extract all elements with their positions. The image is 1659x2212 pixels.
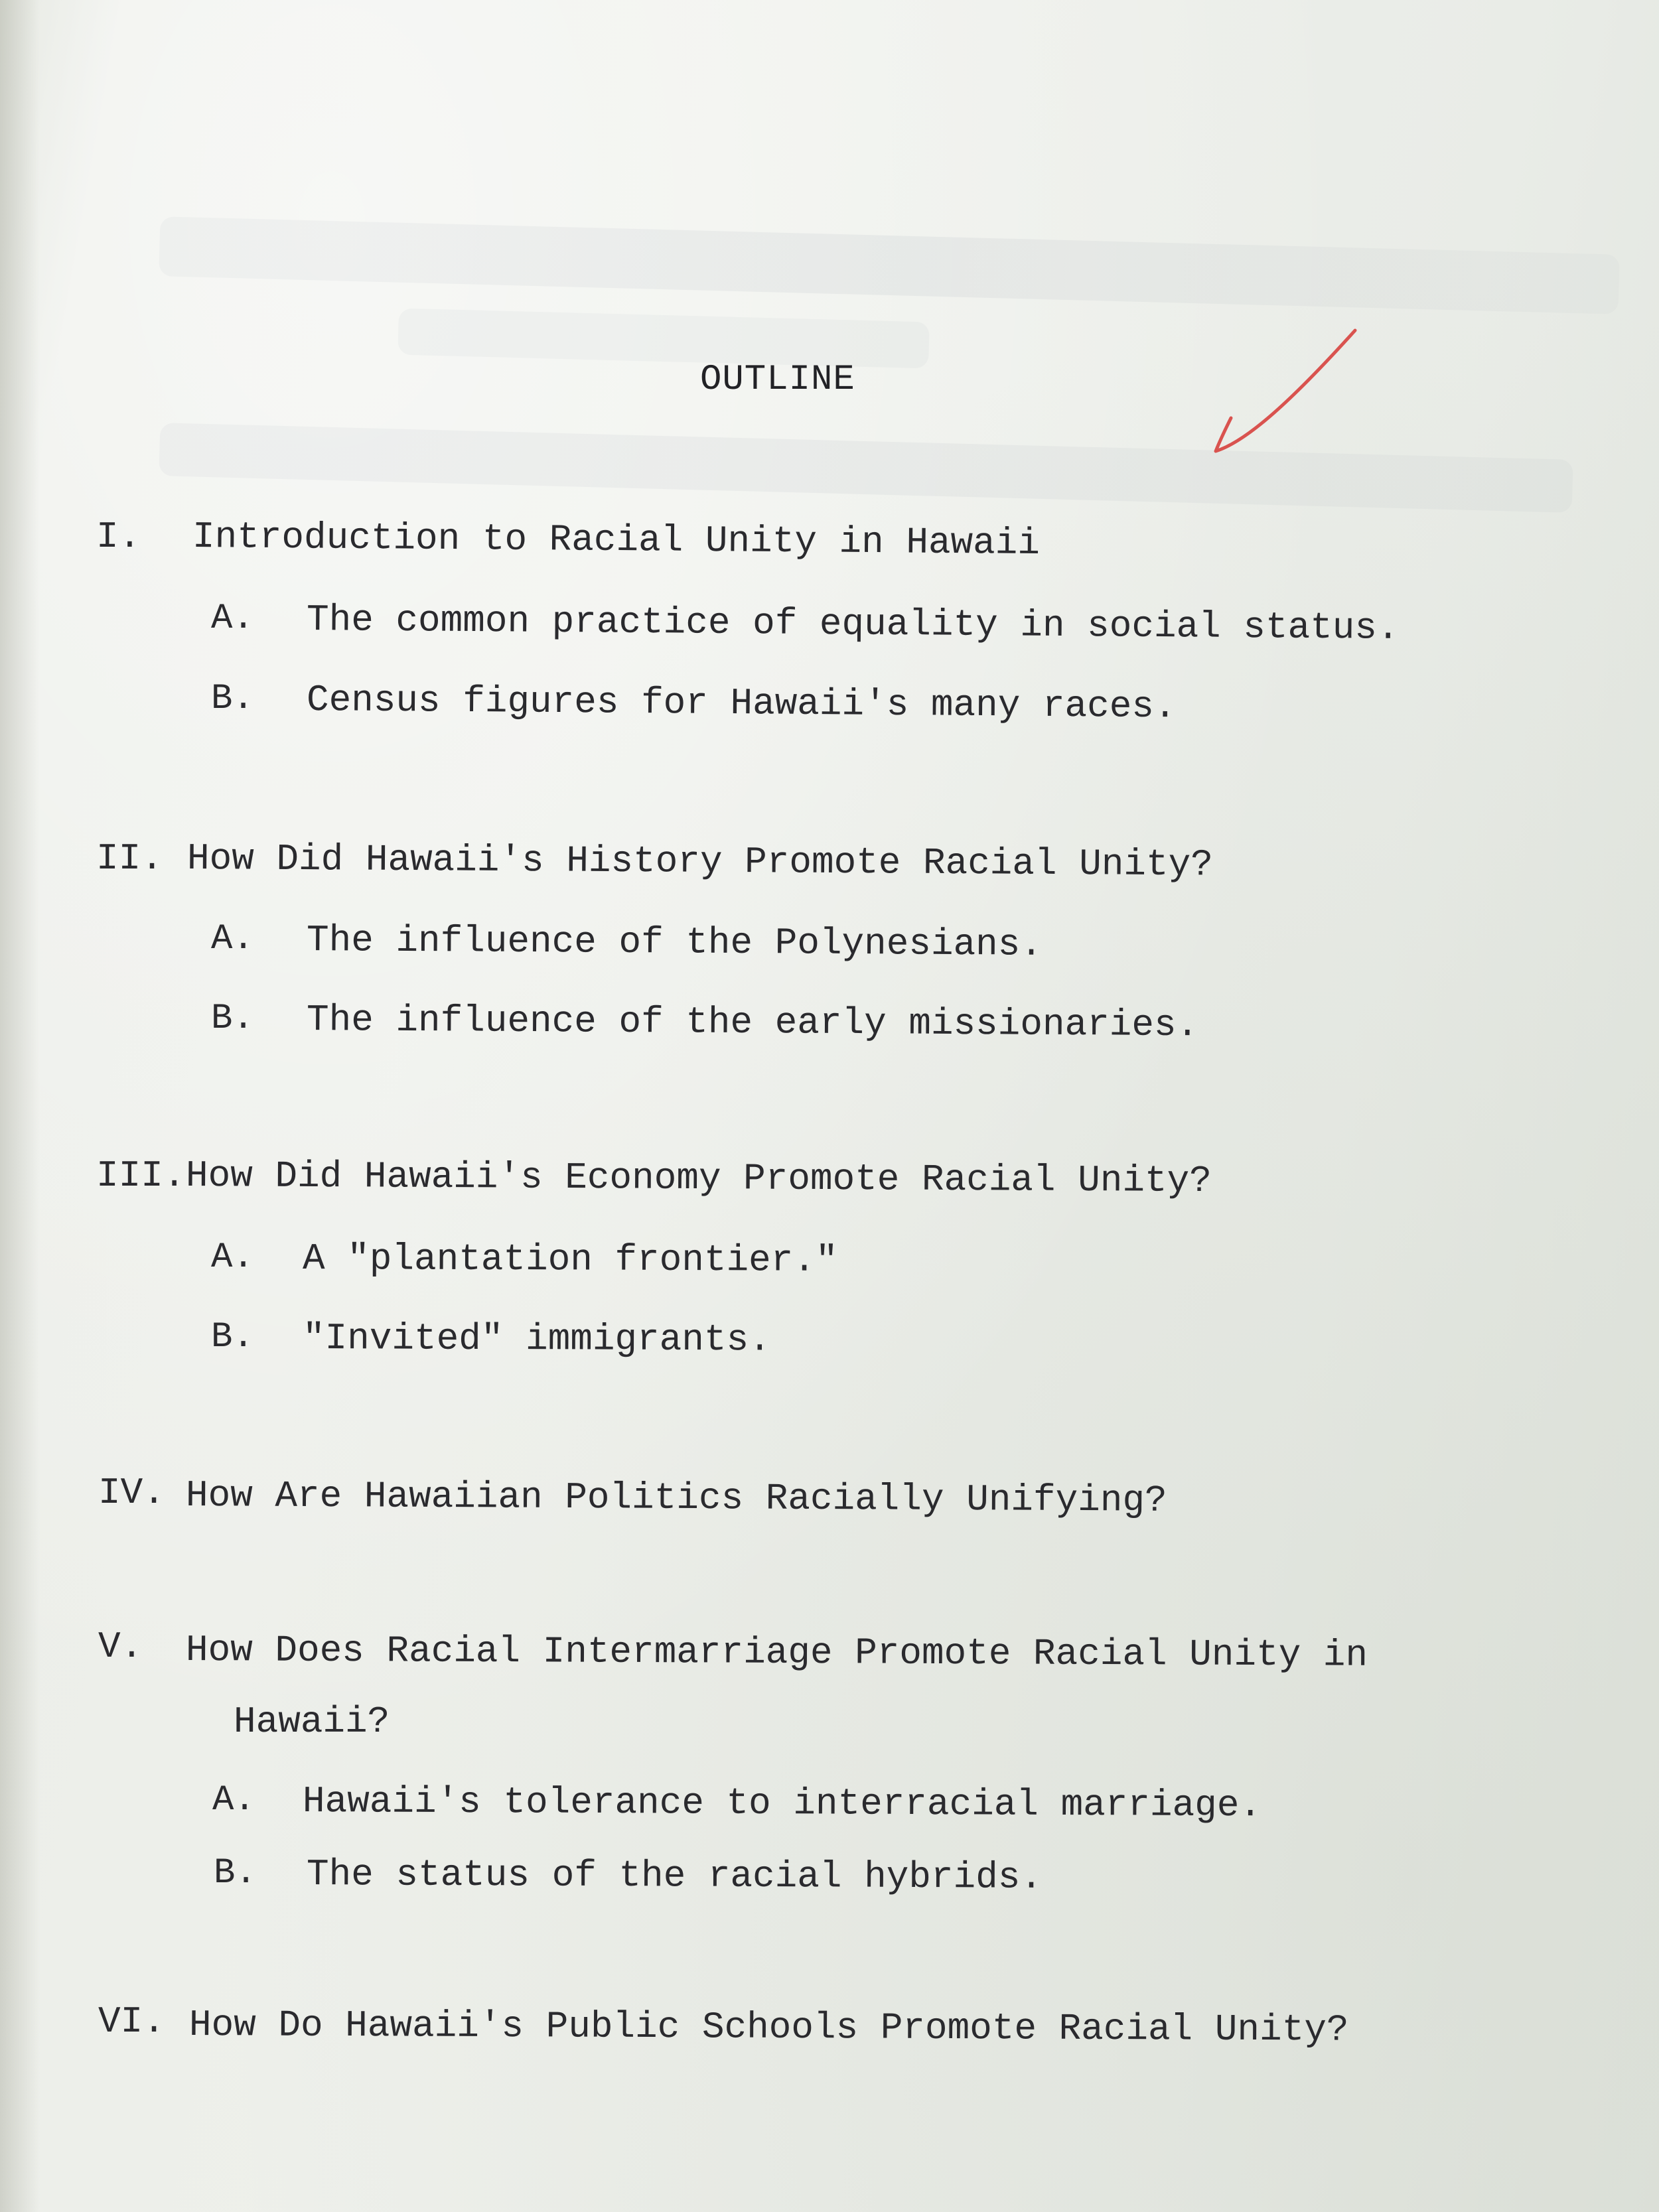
subpoint-text: The common practice of equality in social status. — [306, 598, 1400, 650]
subpoint-letter: B. — [211, 999, 254, 1039]
section-heading-continuation: Hawaii? — [234, 1700, 390, 1743]
section-heading: How Do Hawaii's Public Schools Promote Racial Unity? — [188, 2004, 1349, 2051]
subpoint-text: The status of the racial hybrids. — [306, 1853, 1043, 1899]
subpoint-letter: B. — [211, 679, 254, 719]
section-numeral: I. — [96, 516, 141, 558]
section-heading: Introduction to Racial Unity in Hawaii — [192, 516, 1041, 565]
subpoint-text: The influence of the Polynesians. — [306, 919, 1043, 966]
subpoint-text: Hawaii's tolerance to interracial marriage. — [302, 1780, 1262, 1827]
subpoint-letter: B. — [211, 1317, 254, 1357]
red-check-mark — [1201, 325, 1360, 458]
section-numeral: IV. — [98, 1472, 165, 1514]
subpoint-text: "Invited" immigrants. — [302, 1317, 771, 1361]
section-numeral: VI. — [98, 2000, 165, 2043]
subpoint-text: Census figures for Hawaii's many races. — [306, 679, 1177, 728]
section-heading: How Did Hawaii's History Promote Racial Unity? — [186, 837, 1214, 886]
subpoint-letter: A. — [211, 1237, 254, 1278]
section-heading: How Are Hawaiian Politics Racially Unifying? — [185, 1474, 1167, 1522]
outline-title: OUTLINE — [700, 360, 855, 400]
section-heading: How Did Hawaii's Economy Promote Racial Unity? — [185, 1154, 1212, 1203]
section-numeral: V. — [98, 1625, 143, 1668]
section-numeral: II. — [96, 837, 163, 880]
bleed-through-shadow — [159, 216, 1620, 314]
subpoint-text: A "plantation frontier." — [302, 1237, 838, 1282]
subpoint-letter: A. — [211, 919, 254, 959]
subpoint-letter: B. — [214, 1853, 257, 1894]
section-numeral: III. — [96, 1154, 186, 1197]
subpoint-text: The influence of the early missionaries. — [306, 999, 1199, 1047]
bleed-through-shadow — [159, 423, 1573, 513]
section-heading: How Does Racial Intermarriage Promote Racial Unity in — [185, 1629, 1368, 1677]
page-edge-shadow — [0, 0, 40, 2212]
subpoint-letter: A. — [211, 598, 254, 639]
subpoint-letter: A. — [212, 1780, 255, 1821]
